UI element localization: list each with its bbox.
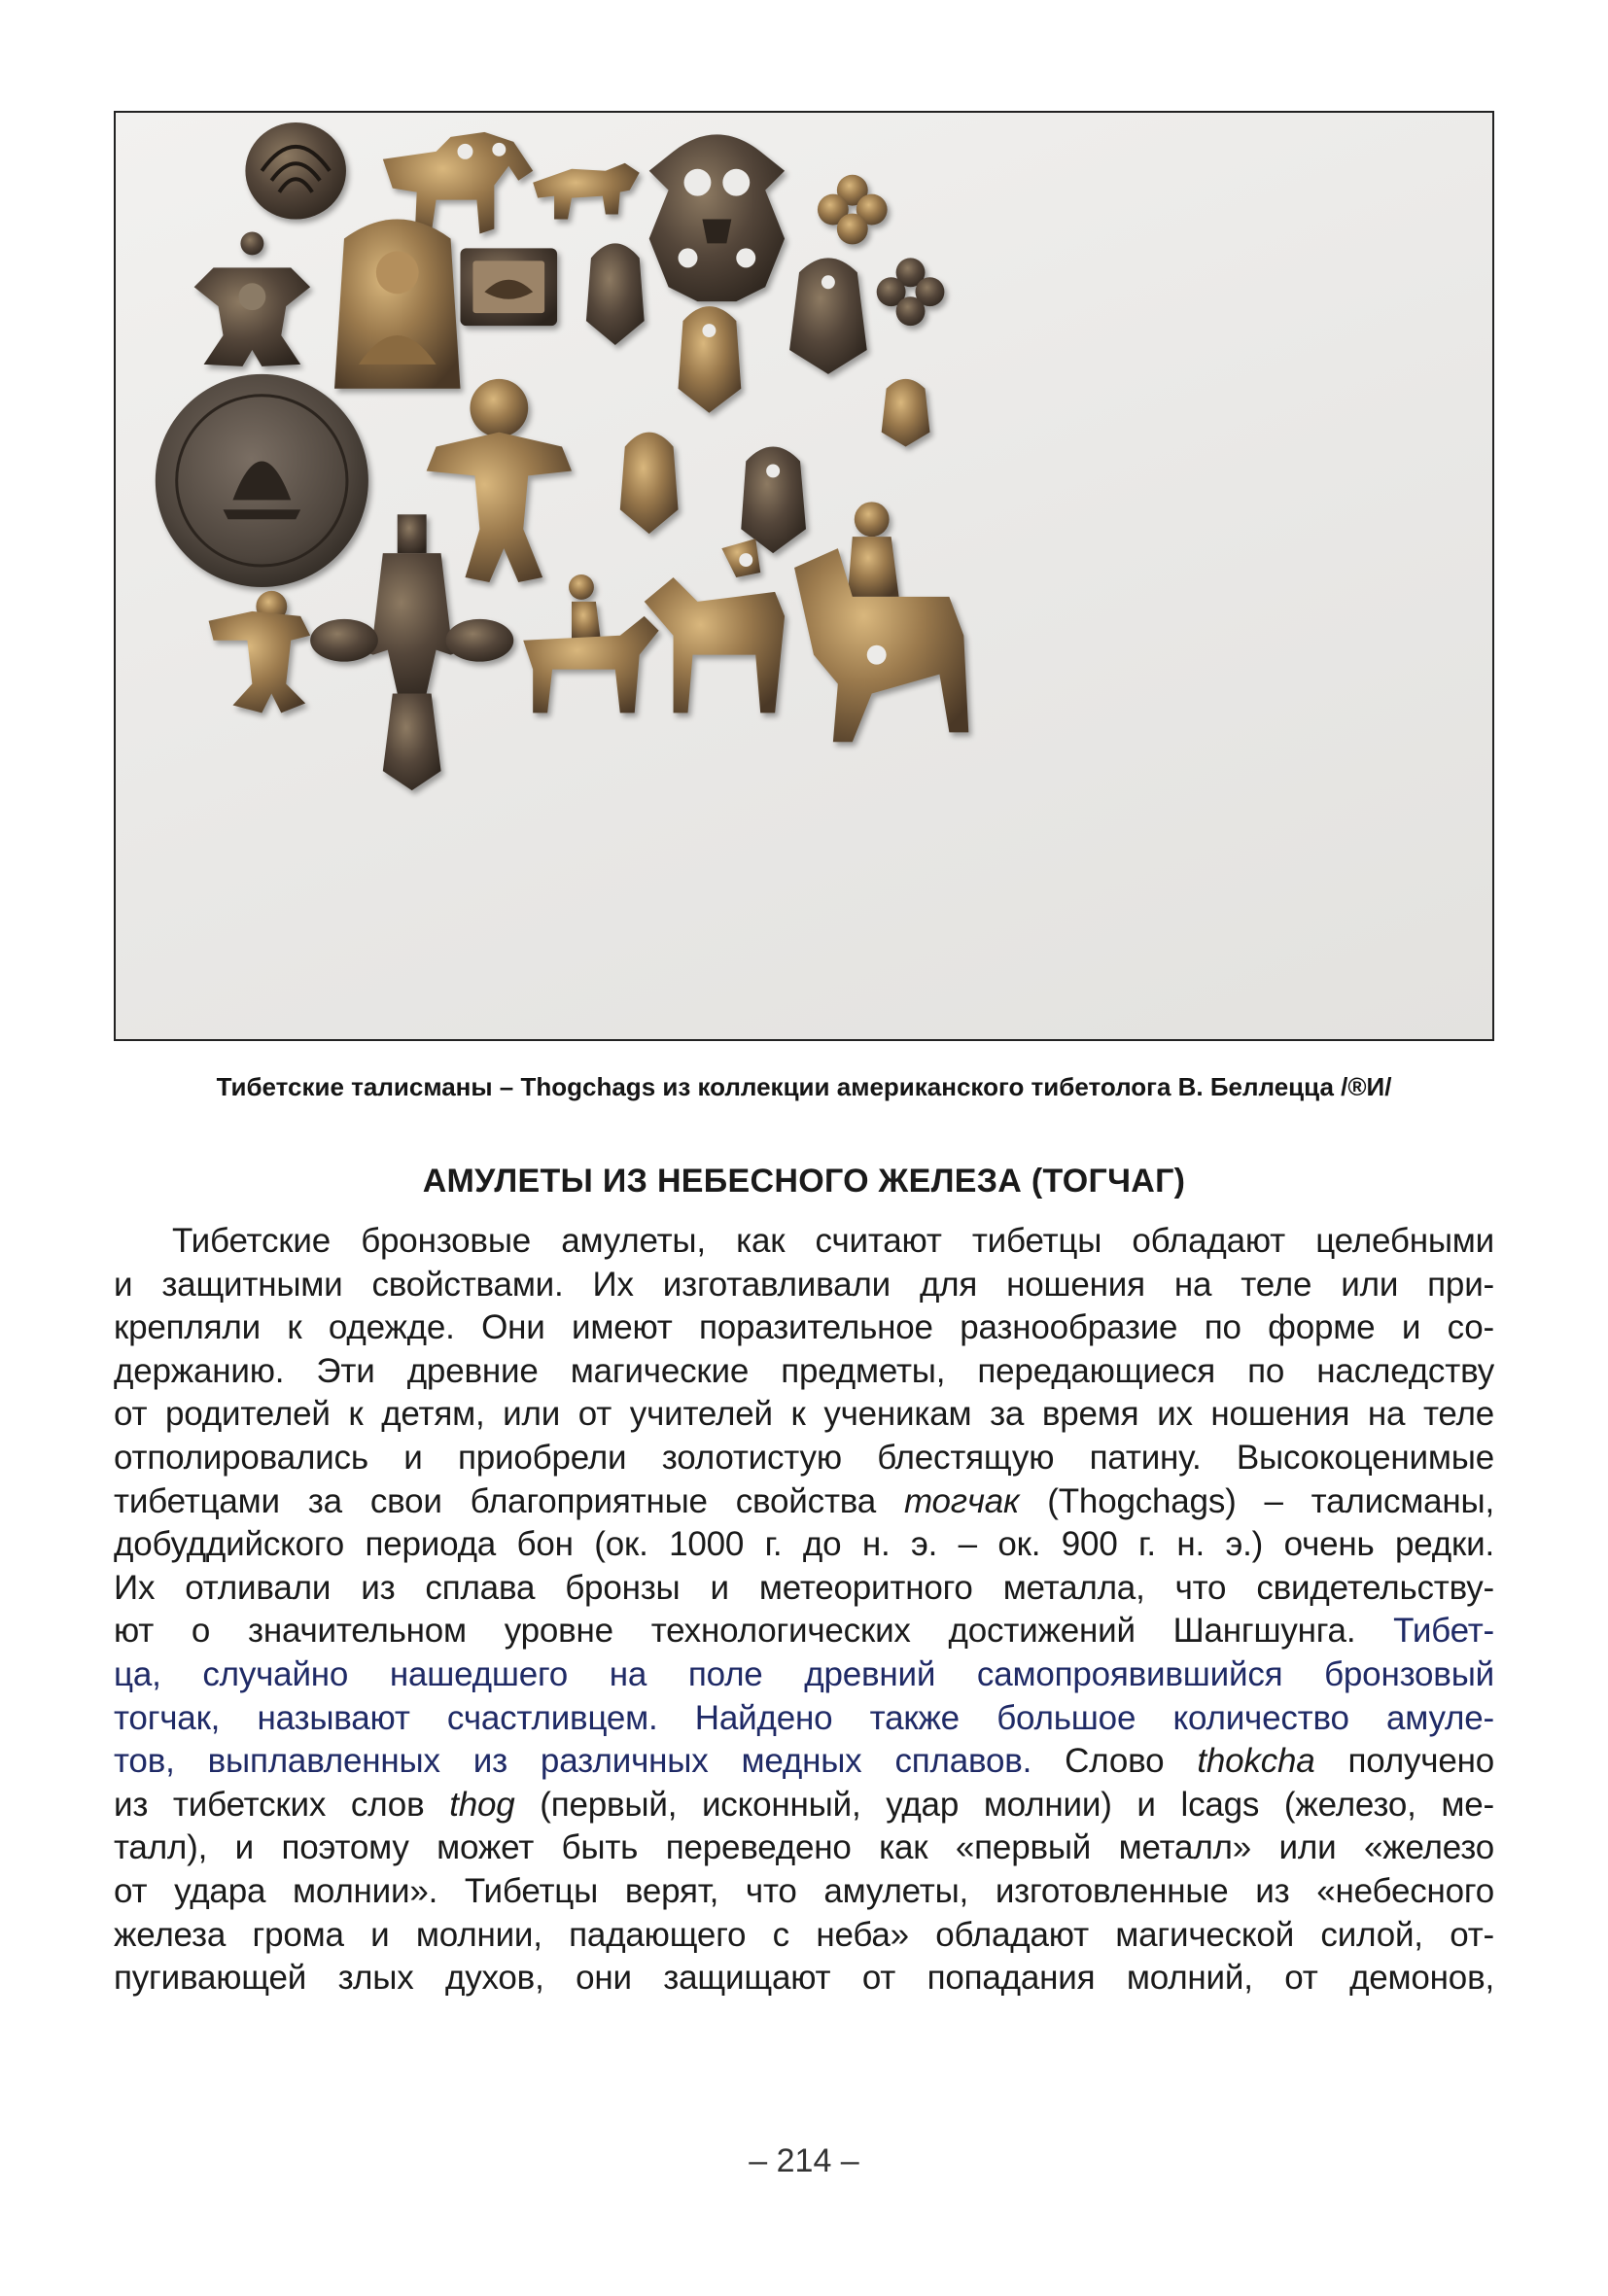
article-body (114, 1220, 1494, 2000)
deity-figure-amulet-icon (194, 231, 310, 365)
text-line: и защитными свойствами. Их изготавливали для ношения на теле или при- (114, 1265, 1494, 1304)
archer-amulet-icon (209, 591, 311, 713)
text-line: тогчак, называют счастливцем. Найдено также большое количество амуле- (114, 1698, 1494, 1737)
text-line: добуддийского периода бон (ок. 1000 г. до н. э. – ок. 900 г. н. э.) очень редки. (114, 1525, 1494, 1564)
text-line: от родителей к детям, или от учителей к ученикам за время их ношения на теле (114, 1395, 1494, 1434)
text-line: тибетцами за свои благоприятные свойства тогчак (Thogchags) – талисманы, (114, 1481, 1494, 1520)
italic-term: тогчак (903, 1481, 1020, 1520)
small-animal-amulet-icon (533, 163, 640, 220)
face-mask-amulet-icon (649, 134, 785, 301)
text-line: тов, выплавленных из различных медных сплавов. Слово thokcha получено (114, 1742, 1494, 1781)
text-line: из тибетских слов thog (первый, исконный, удар молнии) и lcags (железо, ме- (114, 1785, 1494, 1824)
large-rider-amulet-icon (794, 502, 968, 742)
text-line: талл), и поэтому может быть переведено как «первый металл» или «железо (114, 1828, 1494, 1867)
text-line: ют о значительном уровне технологических достижений Шангшунга. Тибет- (114, 1612, 1494, 1651)
text-line: железа грома и молнии, падающего с неба» обладают магической силой, от- (114, 1915, 1494, 1954)
text-line: крепляли к одежде. Они имеют поразительное разнообразие по форме и со- (114, 1308, 1494, 1347)
winged-figure-amulet-icon (427, 379, 572, 582)
text-line: ца, случайно нашедшего на поле древний самопроявившийся бронзовый (114, 1654, 1494, 1693)
text-line: Их отливали из сплава бронзы и метеоритного металла, что свидетельству- (114, 1568, 1494, 1607)
large-disc-amulet-icon (156, 374, 368, 587)
text-line: держанию. Эти древние магические предметы, передающиеся по наследству (114, 1351, 1494, 1390)
text-line: Тибетские бронзовые амулеты, как считают тибетцы обладают целебными (172, 1222, 1494, 1260)
italic-term: thog (449, 1785, 515, 1824)
rectangular-amulet-icon (460, 248, 557, 326)
text-line: отполировались и приобрели золотистую блестящую патину. Высокоценимые (114, 1438, 1494, 1477)
italic-term: thokcha (1197, 1742, 1315, 1781)
text-line: от удара молнии». Тибетцы верят, что амулеты, изготовленные из «небесного (114, 1871, 1494, 1910)
donkey-rider-amulet-icon (645, 539, 785, 713)
seated-buddha-amulet-icon (334, 220, 460, 389)
amulets-photo (114, 111, 1494, 1041)
page-number: – 214 – (749, 2142, 859, 2179)
section-heading: АМУЛЕТЫ ИЗ НЕБЕСНОГО ЖЕЛЕЗА (ТОГЧАГ) (422, 1163, 1186, 1200)
text-line: пугивающей злых духов, они защищают от попадания молний, от демонов, (114, 1959, 1494, 1998)
rider-amulet-icon (523, 574, 658, 713)
figure-caption: Тибетские талисманы – Thogchags из коллекции американского тибетолога В. Беллецца /®И/ (216, 1072, 1392, 1101)
round-shell-amulet-icon (245, 122, 346, 220)
